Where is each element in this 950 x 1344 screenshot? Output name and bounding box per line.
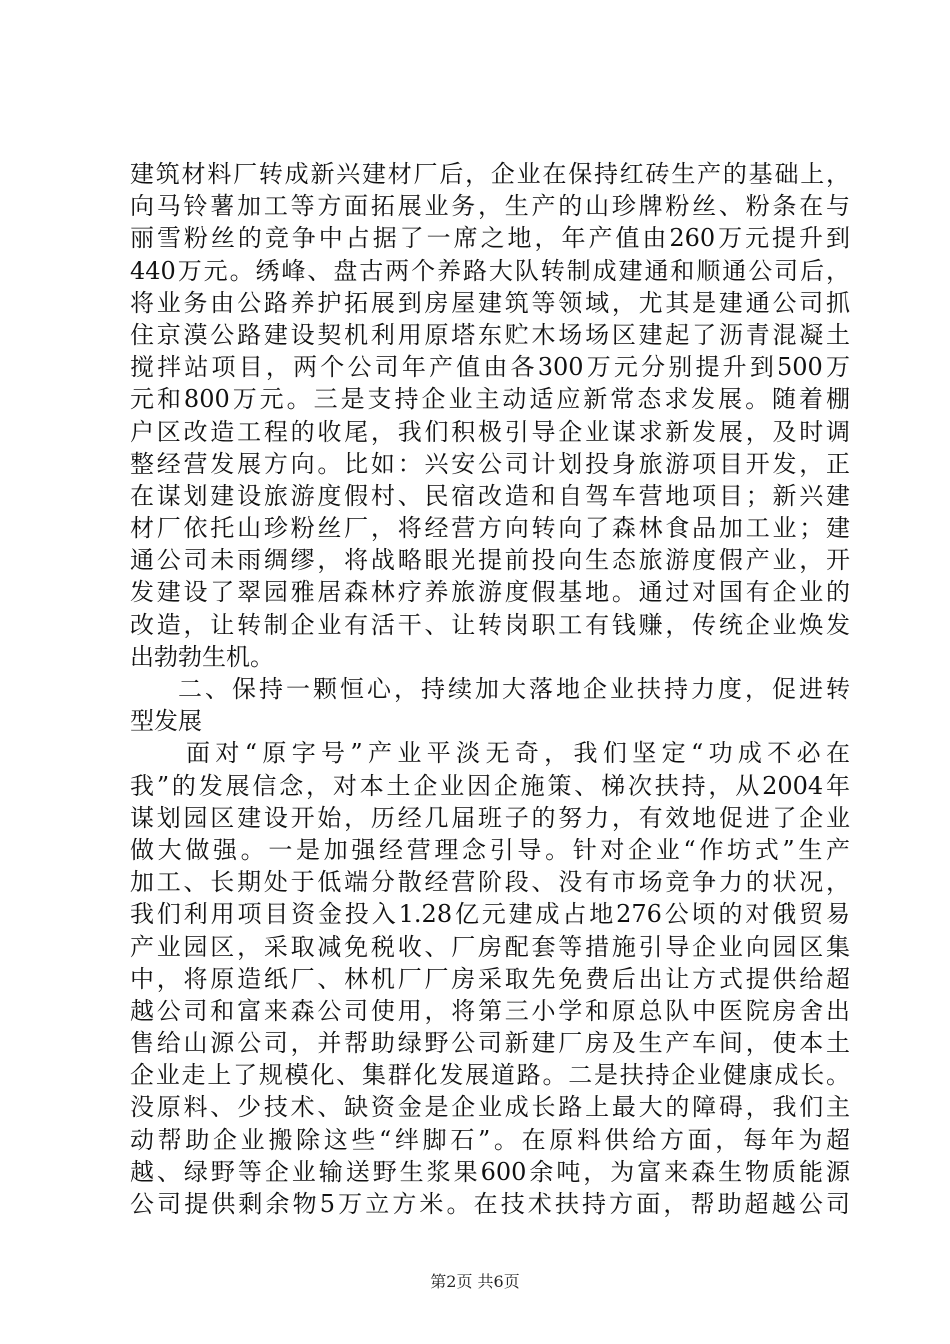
text-line: 企业走上了规模化、集群化发展道路。二是扶持企业健康成长。: [130, 1061, 850, 1090]
document-body: [130, 158, 850, 1220]
text-line: 越公司和富来森公司使用，将第三小学和原总队中医院房舍出: [130, 996, 850, 1025]
text-line: 通公司未雨绸缪，将战略眼光提前投向生态旅游度假产业，开: [130, 546, 850, 575]
text-line: 面对“原字号”产业平淡无奇，我们坚定“功成不必在: [186, 739, 850, 768]
text-line: 售给山源公司，并帮助绿野公司新建厂房及生产车间，使本土: [130, 1029, 850, 1058]
text-line: 我”的发展信念，对本土企业因企施策、梯次扶持，从2004年: [130, 771, 850, 800]
text-line: 搅拌站项目，两个公司年产值由各300万元分别提升到500万: [130, 353, 850, 382]
text-line: 整经营发展方向。比如：兴安公司计划投身旅游项目开发，正: [130, 449, 850, 478]
text-line: 元和800万元。三是支持企业主动适应新常态求发展。随着棚: [130, 385, 850, 414]
text-line: 建筑材料厂转成新兴建材厂后，企业在保持红砖生产的基础上，: [130, 160, 850, 188]
text-line: 在谋划建设旅游度假村、民宿改造和自驾车营地项目；新兴建: [130, 481, 850, 510]
text-line: 向马铃薯加工等方面拓展业务，生产的山珍牌粉丝、粉条在与: [130, 192, 850, 221]
section-heading-line: 型发展: [130, 707, 202, 736]
text-line: 中，将原造纸厂、林机厂厂房采取先免费后出让方式提供给超: [130, 964, 850, 993]
text-line: 公司提供剩余物5万立方米。在技术扶持方面，帮助超越公司: [130, 1190, 850, 1218]
text-line: 加工、长期处于低端分散经营阶段、没有市场竞争力的状况，: [130, 868, 850, 897]
text-line: 户区改造工程的收尾，我们积极引导企业谋求新发展，及时调: [130, 417, 850, 446]
text-line: 440万元。绣峰、盘古两个养路大队转制成建通和顺通公司后，: [130, 256, 850, 285]
text-line: 产业园区，采取减免税收、厂房配套等措施引导企业向园区集: [130, 932, 850, 961]
text-line: 丽雪粉丝的竞争中占据了一席之地，年产值由260万元提升到: [130, 224, 850, 253]
text-line: 改造，让转制企业有活干、让转岗职工有钱赚，传统企业焕发: [130, 610, 850, 639]
text-line: 出勃勃生机。: [130, 642, 274, 671]
text-line: 做大做强。一是加强经营理念引导。针对企业“作坊式”生产: [130, 835, 850, 864]
page-number-footer: 第2页 共6页: [430, 1272, 520, 1291]
text-line: 发建设了翠园雅居森林疗养旅游度假基地。通过对国有企业的: [130, 578, 850, 607]
text-line: 将业务由公路养护拓展到房屋建筑等领域，尤其是建通公司抓: [130, 288, 850, 317]
text-line: 越、绿野等企业输送野生浆果600余吨，为富来森生物质能源: [130, 1157, 850, 1186]
section-heading-line: 二、保持一颗恒心，持续加大落地企业扶持力度，促进转: [178, 675, 850, 703]
text-line: 我们利用项目资金投入1.28亿元建成占地276公顷的对俄贸易: [130, 900, 850, 929]
text-line: 谋划园区建设开始，历经几届班子的努力，有效地促进了企业: [130, 803, 850, 832]
text-line: 没原料、少技术、缺资金是企业成长路上最大的障碍，我们主: [130, 1093, 850, 1122]
text-line: 材厂依托山珍粉丝厂，将经营方向转向了森林食品加工业；建: [130, 514, 850, 543]
text-line: 动帮助企业搬除这些“绊脚石”。在原料供给方面，每年为超: [130, 1125, 850, 1154]
text-line: 住京漠公路建设契机利用原塔东贮木场场区建起了沥青混凝土: [130, 320, 850, 349]
